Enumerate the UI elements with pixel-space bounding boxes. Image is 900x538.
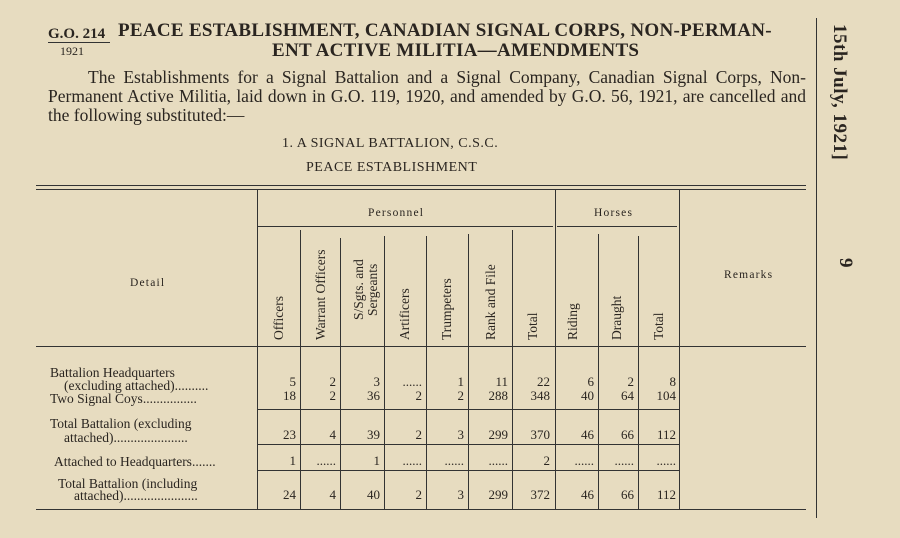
- table-cell: 348: [530, 388, 550, 403]
- table-cell: ......: [316, 453, 336, 468]
- table-cell: 4: [329, 427, 336, 442]
- margin-rule: [816, 18, 817, 518]
- table-cell: 1: [289, 453, 296, 468]
- col-rule: [384, 236, 385, 509]
- table-cell: ......: [444, 453, 464, 468]
- col-rule: [555, 190, 556, 509]
- row-label: Total Battalion (excluding: [50, 416, 192, 431]
- row-rule: [257, 409, 679, 410]
- table-cell: 36: [367, 388, 380, 403]
- personnel-header: Personnel: [368, 207, 425, 219]
- table-cell: 372: [530, 487, 550, 502]
- table-cell: 39: [367, 427, 380, 442]
- header-bottom-rule: [36, 346, 806, 347]
- row-rule: [257, 444, 679, 445]
- row-label: (excluding attached)..........: [64, 378, 209, 393]
- col-draught: Draught: [609, 295, 624, 340]
- table-cell: 2: [457, 388, 464, 403]
- table-cell: 24: [283, 487, 296, 502]
- personnel-rule: [257, 226, 553, 227]
- col-rank-and-file: Rank and File: [483, 264, 498, 340]
- table-cell: 2: [415, 427, 422, 442]
- col-total-horses: Total: [651, 312, 666, 340]
- row-label: attached)......................: [74, 488, 198, 503]
- table-cell: 288: [488, 388, 508, 403]
- table-cell: 66: [621, 487, 634, 502]
- table-cell: 2: [627, 374, 634, 389]
- body-paragraph: The Establishments for a Signal Battalion and a Signal Company, Canadian Signal Corps, Non-Permanent Active Militia, laid down in G.O. 119, 1920, and amended by G.O. 56, 1921, are cancelled and the following substituted:—: [48, 67, 806, 125]
- table-cell: 23: [283, 427, 296, 442]
- table-top-rule: [36, 185, 806, 186]
- table-cell: 1: [457, 374, 464, 389]
- table-cell: 64: [621, 388, 634, 403]
- table-cell: 3: [373, 374, 380, 389]
- col-riding: Riding: [565, 303, 580, 340]
- table-cell: 299: [488, 427, 508, 442]
- row-label: attached)......................: [64, 430, 188, 445]
- col-total-personnel: Total: [525, 312, 540, 340]
- table-cell: ......: [656, 453, 676, 468]
- table-cell: 3: [457, 487, 464, 502]
- table-cell: 2: [415, 388, 422, 403]
- table-cell: 2: [329, 388, 336, 403]
- table-cell: 46: [581, 427, 594, 442]
- table-cell: ......: [402, 453, 422, 468]
- row-label: Attached to Headquarters.......: [54, 454, 216, 469]
- horses-header: Horses: [594, 207, 634, 219]
- col-warrant-officers: Warrant Officers: [313, 249, 328, 340]
- page-title-line1: PEACE ESTABLISHMENT, CANADIAN SIGNAL CORPS, NON-PERMAN-: [118, 20, 772, 41]
- horses-rule: [557, 226, 677, 227]
- table-bottom-rule: [36, 509, 806, 510]
- section-heading: 1. A SIGNAL BATTALION, C.S.C.: [282, 136, 499, 151]
- table-cell: 3: [457, 427, 464, 442]
- table-cell: 40: [581, 388, 594, 403]
- table-cell: ......: [574, 453, 594, 468]
- col-rule: [426, 236, 427, 509]
- table-cell: 5: [289, 374, 296, 389]
- table-cell: 8: [669, 374, 676, 389]
- table-cell: 2: [543, 453, 550, 468]
- col-rule: [679, 190, 680, 509]
- table-cell: 46: [581, 487, 594, 502]
- go-number: G.O. 214: [48, 26, 106, 42]
- col-officers: Officers: [271, 296, 286, 340]
- table-cell: 112: [656, 487, 676, 502]
- go-divider: [48, 42, 110, 43]
- table-cell: ......: [488, 453, 508, 468]
- col-rule: [512, 230, 513, 509]
- col-rule: [598, 234, 599, 509]
- table-cell: 2: [415, 487, 422, 502]
- side-date: 15th July, 1921]: [829, 24, 850, 161]
- row-label: Battalion Headquarters: [50, 365, 175, 380]
- table-cell: 112: [656, 427, 676, 442]
- table-cell: 104: [656, 388, 676, 403]
- row-rule: [257, 470, 679, 471]
- table-cell: 370: [530, 427, 550, 442]
- col-rule: [257, 190, 258, 509]
- col-trumpeters: Trumpeters: [439, 278, 454, 340]
- table-cell: 299: [488, 487, 508, 502]
- table-cell: 66: [621, 427, 634, 442]
- remarks-header: Remarks: [724, 269, 774, 281]
- detail-header: Detail: [130, 277, 166, 289]
- col-rule: [340, 238, 341, 509]
- table-cell: 4: [329, 487, 336, 502]
- table-cell: 11: [495, 374, 508, 389]
- col-rule: [638, 236, 639, 509]
- col-rule: [468, 234, 469, 509]
- table-cell: ......: [614, 453, 634, 468]
- col-artificers: Artificers: [397, 288, 412, 340]
- col-rule: [300, 230, 301, 509]
- table-top-rule-2: [36, 189, 806, 190]
- table-cell: 6: [587, 374, 594, 389]
- page-number: 9: [835, 258, 856, 268]
- row-label: Total Battalion (including: [58, 476, 198, 491]
- table-cell: ......: [402, 374, 422, 389]
- row-label: Two Signal Coys................: [50, 391, 197, 406]
- go-year: 1921: [60, 44, 84, 58]
- sub-heading: PEACE ESTABLISHMENT: [306, 160, 478, 175]
- page-title-line2: ENT ACTIVE MILITIA—AMENDMENTS: [272, 40, 640, 61]
- table-cell: 2: [329, 374, 336, 389]
- table-cell: 40: [367, 487, 380, 502]
- col-sergeants: S/Sgts. and Sergeants: [351, 259, 380, 321]
- table-cell: 18: [283, 388, 296, 403]
- table-cell: 22: [537, 374, 550, 389]
- table-cell: 1: [373, 453, 380, 468]
